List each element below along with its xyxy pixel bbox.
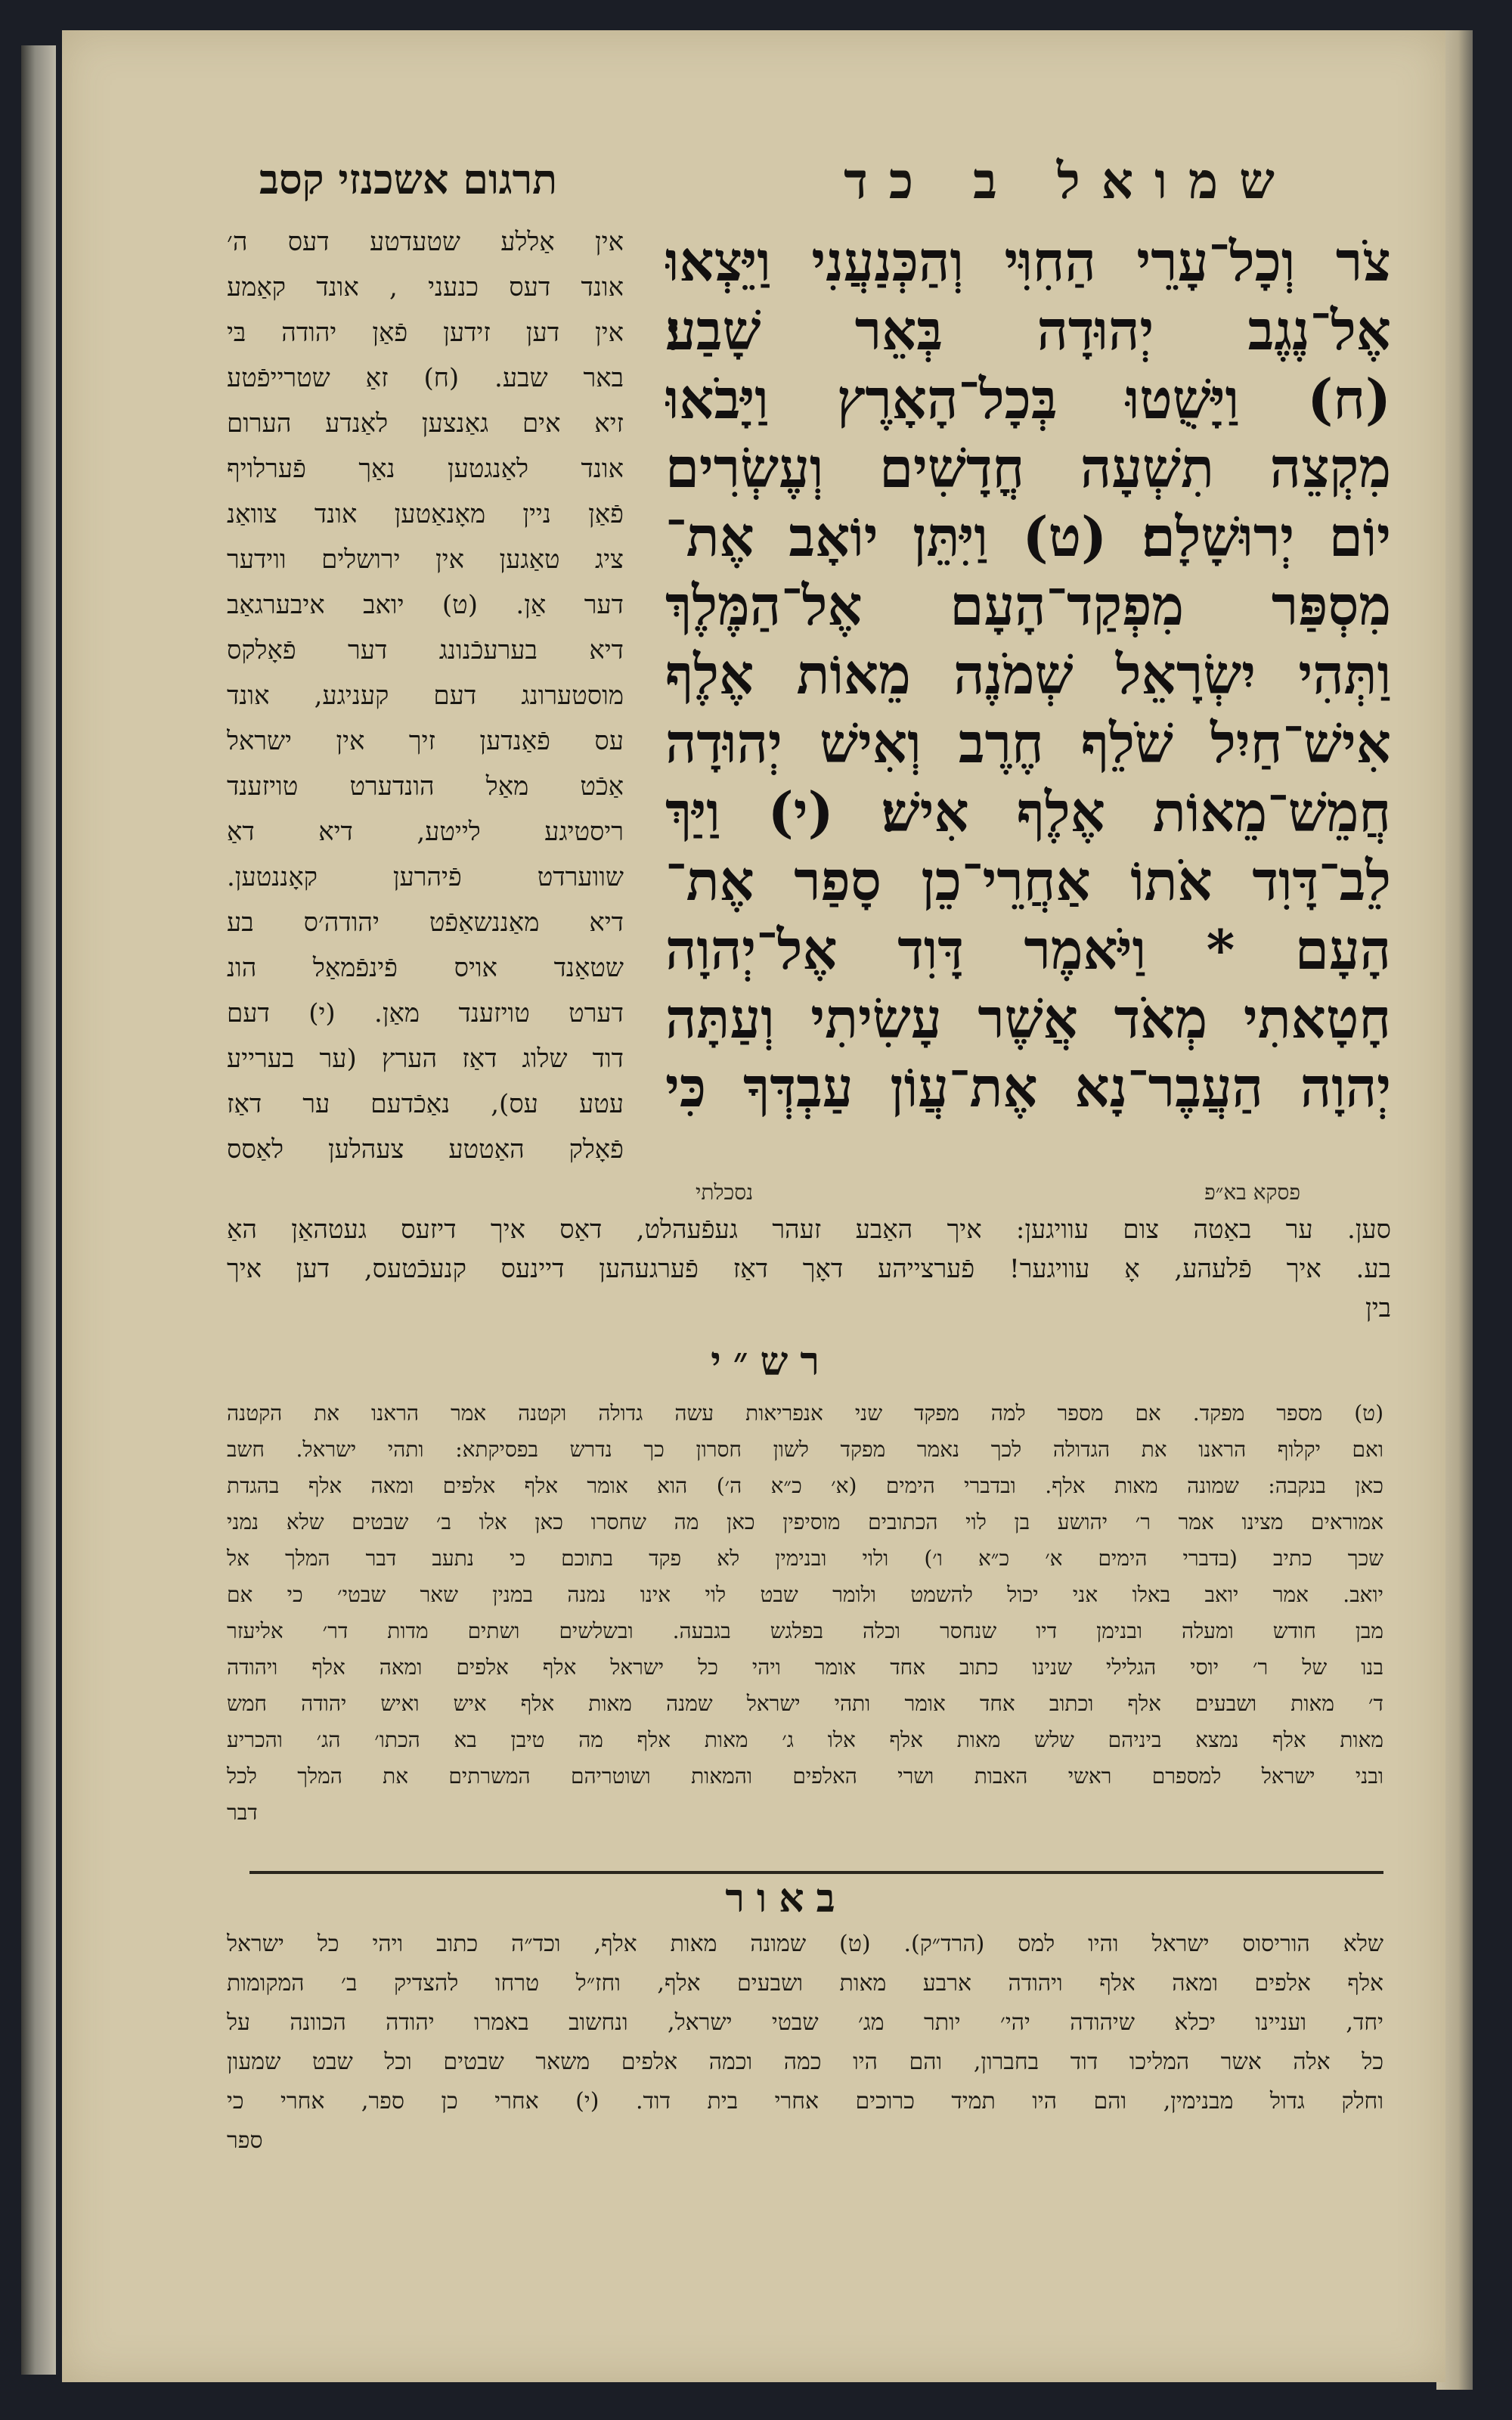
verse-line: יוֹם יְרוּשָׁלָם׃ (ט) וַיִּתֵּן יוֹאָב אֶת־ xyxy=(665,504,1391,569)
targum-line: אין אַללע שטעדטע דעס ה׳ xyxy=(227,227,624,257)
biur-line: כל אלה אשר המליכו דוד בחברון, והם היו כמה וכמה אלפים משאר שבטים וכל שבט שמעון xyxy=(227,2049,1383,2075)
note-keri: נסכלתי xyxy=(696,1180,754,1205)
masoretic-notes xyxy=(665,1180,1391,1210)
targum-line: פֿאַן ניין מאָנאַטען אונד צוואַנ xyxy=(227,499,624,529)
section-divider-rule xyxy=(249,1871,1383,1874)
verse-line: חֲמֵשׁ־מֵאוֹת אֶלֶף אִישׁ׃ (י) וַיַּךְ xyxy=(665,780,1391,844)
verse-line: חָטָאתִי מְאֹד אֲשֶׁר עָשִׂיתִי וְעַתָּה xyxy=(665,986,1391,1050)
targum-wide-line: סען. ער באַטה צום עוויגען: איך האַבע זעהר געפֿעהלט, דאַס איך דיזעס געטהאַן האַ xyxy=(227,1215,1391,1245)
targum-line: באר שבע. (ח) זאַ שטרייפֿטע xyxy=(227,363,624,393)
targum-column xyxy=(227,219,624,1202)
biur-line: שלא הוריסוס ישראל והיו למס (הרד״ק). (ט) שמונה מאות אלף, וכד״ה כתוב ויהי כל ישראל xyxy=(227,1931,1383,1957)
biblical-text-column xyxy=(665,227,1391,1202)
book-spine-edge xyxy=(21,45,56,2375)
rashi-line: ובני ישראל למספרם ראשי האבות ושרי האלפים והמאות ושוטריהם המשרתים את המלך לכל xyxy=(227,1764,1383,1789)
biur-line: אלף אלפים ומאה אלף ויהודה ארבע מאות ושבעים אלף, וחז״ל טרחו להצדיק ב׳ המקומות xyxy=(227,1970,1383,1996)
rashi-line: שכך כתיב (בדברי הימים א׳ כ״א ו׳) ולוי ובנימין לא פקד בתוכם כי נתעב דבר המלך אל xyxy=(227,1546,1383,1571)
biur-catchword: ספר xyxy=(227,2127,263,2154)
verse-line: אֶל־נֶגֶב יְהוּדָה בְּאֵר שָׁבַע׃ xyxy=(665,298,1391,362)
note-piska: פסקא בא״פ xyxy=(1204,1180,1300,1205)
verse-line: צֹר וְכָל־עָרֵי הַחִוִּי וְהַכְּנַעֲנִי וַיֵּצְאוּ xyxy=(665,229,1391,293)
targum-line: עטע עס), נאַכֿדעם ער דאַז xyxy=(227,1089,624,1119)
verse-line: (ח) וַיָּשֻׁטוּ בְּכָל־הָאָרֶץ וַיָּבֹאוּ xyxy=(665,367,1391,431)
verse-line: מִסְפַּר מִפְקַד־הָעָם אֶל־הַמֶּלֶךְ xyxy=(665,573,1391,638)
rashi-line: כאן בנקבה: שמונה מאות אלף. ובדברי הימים (א׳ כ״א ה׳) הוא אומר אלף אלפים ומאה אלף בהגדת xyxy=(227,1473,1383,1498)
verse-line: לֵב־דָּוִד אֹתוֹ אַחֲרֵי־כֵן סָפַר אֶת־ xyxy=(665,849,1391,913)
targum-continuation xyxy=(227,1210,1391,1331)
targum-line: דוד שלוג דאַז הערץ (ער בערייע xyxy=(227,1044,624,1074)
targum-line: אונד לאַנגטען נאַך פֿערלויף xyxy=(227,454,624,484)
targum-line: זיא אים גאַנצען לאַנדע הערום xyxy=(227,408,624,439)
rashi-commentary xyxy=(227,1395,1383,1864)
running-head-book: שמואל ב כד xyxy=(844,151,1296,210)
rashi-line: אמוראים מצינו אמר ר׳ יהושע בן לוי הכתובים מוסיפין כאן מה שחסרו כאן אלו ב׳ שבטים שלא נמני xyxy=(227,1509,1383,1534)
targum-line: ריסטיגע לייטע, דיא דאַ xyxy=(227,817,624,847)
targum-line: עס פֿאַנדען זיך אין ישראל xyxy=(227,726,624,756)
targum-line: אונד דעס כנעני , אונד קאַמע xyxy=(227,272,624,302)
targum-line: פֿאָלק האַטטע צעהלען לאַסס xyxy=(227,1134,624,1165)
rashi-line: בנו של ר׳ יוסי הגלילי שנינו כתוב אחד אומר ויהי כל ישראל אלף אלפים ומאה אלף ויהודה xyxy=(227,1655,1383,1680)
rashi-line: (ט) מספר מפקד. אם מספר למה מפקד שני אנפריאות עשה גדולה וקטנה אמר הראנו את הקטנה xyxy=(227,1401,1383,1426)
targum-wide-line: בע. איך פֿלעהע, אָ עוויגער! פֿערצייהע דאָך דאַז פֿערגעהען דיינעס קנעכֿטעס, דען איך xyxy=(227,1254,1391,1284)
biur-line: יחד, ועניינו יכלא שיהודה יהי׳ יותר מג׳ שבטי ישראל, ונחשוב באמרו יהודה הכוונה על xyxy=(227,2009,1383,2036)
verse-line: מִקְצֵה תִשְׁעָה חֳדָשִׁים וְעֶשְׂרִים xyxy=(665,436,1391,500)
targum-line: ציג טאַגען אין ירושלים ווידער xyxy=(227,544,624,575)
running-head-targum: תרגום אשכנזי קסב xyxy=(259,155,558,203)
biur-line: וחלק גדול מבנימין, והם היו תמיד כרוכים אחרי בית דוד. (י) אחרי כן ספר, אחרי כי xyxy=(227,2088,1383,2114)
verse-line: הָעָם * וַיֹּאמֶר דָּוִד אֶל־יְהוָה xyxy=(665,917,1391,982)
targum-line: דער אַן. (ט) יואב איבערגאַב xyxy=(227,590,624,620)
rashi-catchword: דבר xyxy=(227,1800,258,1825)
targum-wide-line: בין xyxy=(1365,1293,1391,1323)
biur-heading: באור xyxy=(725,1876,847,1922)
targum-line: דיא מאַננשאַפֿט יהודה׳ס בע xyxy=(227,908,624,938)
targum-line: שווערדט פֿיהרען קאָננטען. xyxy=(227,862,624,892)
rashi-line: ד׳ מאות ושבעים אלף וכתוב אחד אומר ותהי ישראל שמנה מאות אלף איש ואיש יהודה חמש xyxy=(227,1691,1383,1716)
targum-line: מוסטערונג דעם קעניגע, אונד xyxy=(227,681,624,711)
rashi-line: יואב. אמר יואב באלו אני יכול להשמט ולומר שבט לוי אינו נמנה במנין שאר שבטי׳ כי אם xyxy=(227,1582,1383,1607)
verse-line: יְהוָה הַעֲבֶר־נָא אֶת־עֲוֹן עַבְדְּךָ כִּי xyxy=(665,1055,1391,1119)
targum-line: דערט טויזענד מאַן. (י) דעם xyxy=(227,998,624,1028)
targum-line: דיא בערעכֿנונג דער פֿאָלקס xyxy=(227,635,624,666)
biur-commentary xyxy=(227,1925,1383,2174)
rashi-line: מבן חודש ומעלה ובנימן דיו שנחסר וכלה בפלגש בגבעה. ובשלשים ושתים מדות דר׳ אליעזר xyxy=(227,1618,1383,1643)
targum-line: אַכֿט מאַל הונדערט טויזענד xyxy=(227,771,624,802)
rashi-line: מאות אלף נמצא ביניהם שלש מאות אלף אלו ג׳ מאות אלף מה טיבן בא הכתו׳ הג׳ והכריע xyxy=(227,1727,1383,1752)
targum-line: שטאַנד אויס פֿינפֿמאַל הונ xyxy=(227,953,624,983)
rashi-line: ואם יקלוף הראנו את הגדולה לכך נאמר מפקד לשון חסרון כך נדרש בפסיקתא: ותהי ישראל. חשב xyxy=(227,1437,1383,1462)
verse-line: אִישׁ־חַיִל שֹׁלֵף חֶרֶב וְאִישׁ יְהוּדָה xyxy=(665,711,1391,775)
rashi-heading: רש״י xyxy=(711,1339,832,1385)
targum-line: אין דען זידען פֿאַן יהודה בּי xyxy=(227,318,624,348)
verse-line: וַתְּהִי יִשְׂרָאֵל שְׁמֹנֶה מֵאוֹת אֶלֶף xyxy=(665,642,1391,706)
